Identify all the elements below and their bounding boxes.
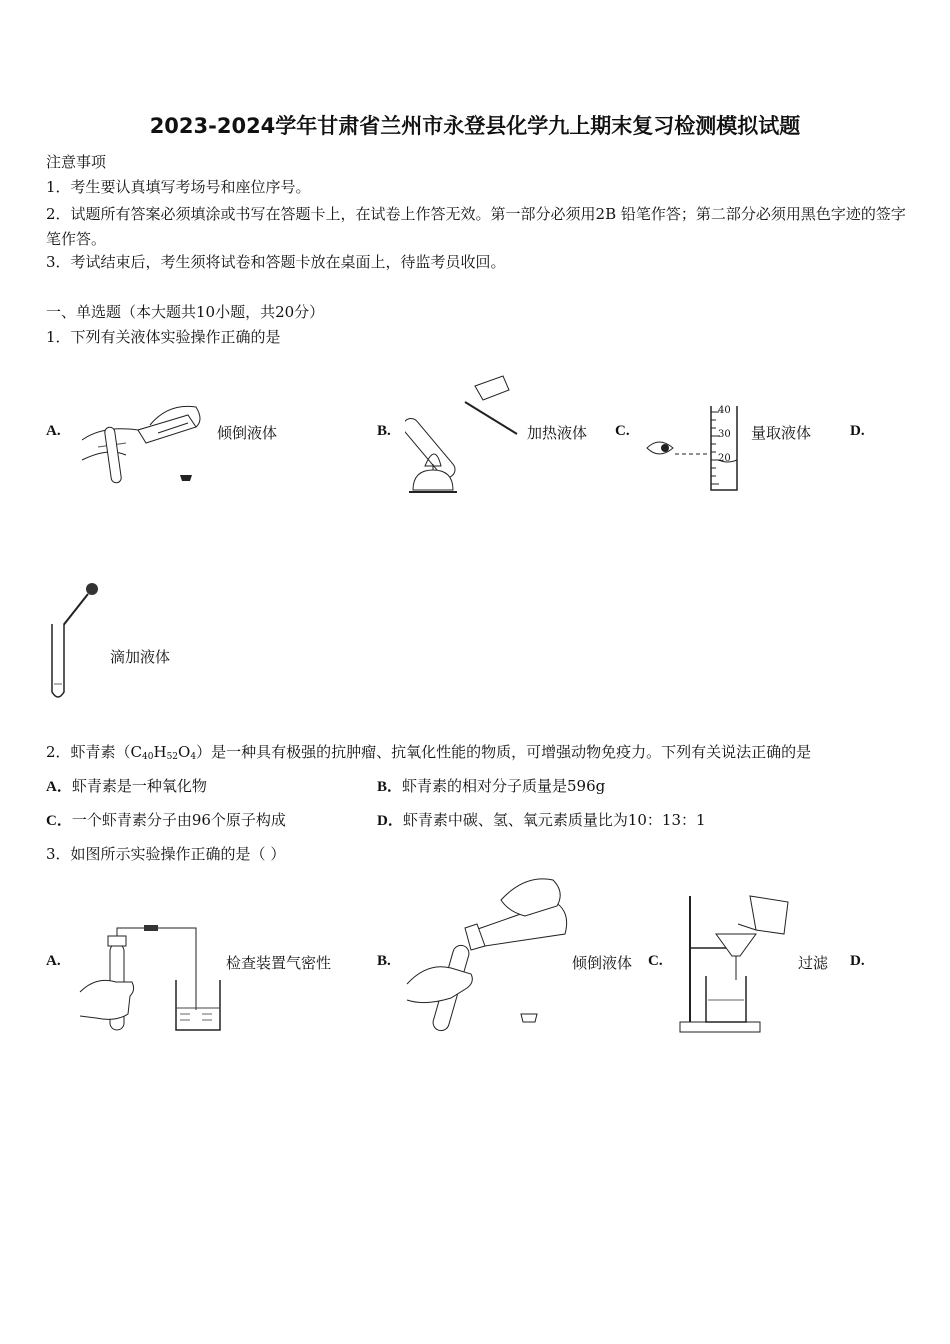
q2-option-b[interactable]: B．虾青素的相对分子质量是596g [377, 777, 606, 795]
q3-option-a-label[interactable]: A. [46, 953, 61, 969]
q1-option-a-label[interactable]: A. [46, 423, 61, 439]
q3-option-b-caption: 倾倒液体 [572, 954, 633, 972]
notice-item-3: 3．考试结束后，考生须将试卷和答题卡放在桌面上，待监考员收回。 [46, 253, 506, 271]
q1-pouring-liquid-figure [78, 385, 213, 490]
q3-filtration-figure [676, 882, 796, 1036]
q1-option-d-label[interactable]: D. [850, 423, 865, 439]
q2-option-c[interactable]: C．一个虾青素分子由96个原子构成 [46, 811, 286, 829]
q3-airtightness-check-figure [76, 918, 226, 1036]
q3-option-d-label[interactable]: D. [850, 953, 865, 969]
q3-option-c-caption: 过滤 [798, 954, 829, 972]
section-heading: 一、单选题（本大题共10小题，共20分） [46, 303, 325, 321]
q3-pouring-liquid-figure [405, 872, 573, 1036]
q1-option-a-caption: 倾倒液体 [217, 424, 278, 442]
q2-option-a[interactable]: A．虾青素是一种氧化物 [46, 777, 207, 795]
q1-option-d-caption: 滴加液体 [110, 648, 171, 666]
q3-option-a-caption: 检查装置气密性 [226, 954, 332, 972]
cylinder-tick-20: 20 [718, 453, 731, 464]
cylinder-tick-40: 40 [718, 405, 731, 416]
notice-item-1: 1．考生要认真填写考场号和座位序号。 [46, 178, 311, 196]
notice-item-2: 2．试题所有答案必须填涂或书写在答题卡上，在试卷上作答无效。第一部分必须用2B 铅笔作答；第二部分必须用黑色字迹的签字笔作答。 [46, 205, 906, 248]
q3-option-c-label[interactable]: C. [648, 953, 663, 969]
q1-heating-liquid-figure [405, 372, 523, 497]
q1-dropping-liquid-figure [44, 580, 104, 705]
cylinder-tick-30: 30 [718, 429, 731, 440]
q1-stem: 1．下列有关液体实验操作正确的是 [46, 328, 281, 346]
page-title: 2023-2024学年甘肃省兰州市永登县化学九上期末复习检测模拟试题 [149, 114, 801, 138]
q1-option-c-caption: 量取液体 [751, 424, 812, 442]
q2-stem: 2．虾青素$(C_{40}H_{52}O_4)$是一种具有极强的抗肿瘤、抗氧化性能的物质，可增强动物免疫力。下列有关说法正确的是 [46, 743, 812, 762]
q3-stem: 3．如图所示实验操作正确的是（ ） [46, 845, 286, 863]
q1-option-b-caption: 加热液体 [527, 424, 588, 442]
q1-option-c-label[interactable]: C. [615, 423, 630, 439]
q1-option-b-label[interactable]: B. [377, 423, 391, 439]
notice-heading: 注意事项 [46, 153, 107, 171]
q3-option-b-label[interactable]: B. [377, 953, 391, 969]
q2-option-d[interactable]: D．虾青素中碳、氢、氧元素质量比为10：13：1 [377, 811, 706, 829]
